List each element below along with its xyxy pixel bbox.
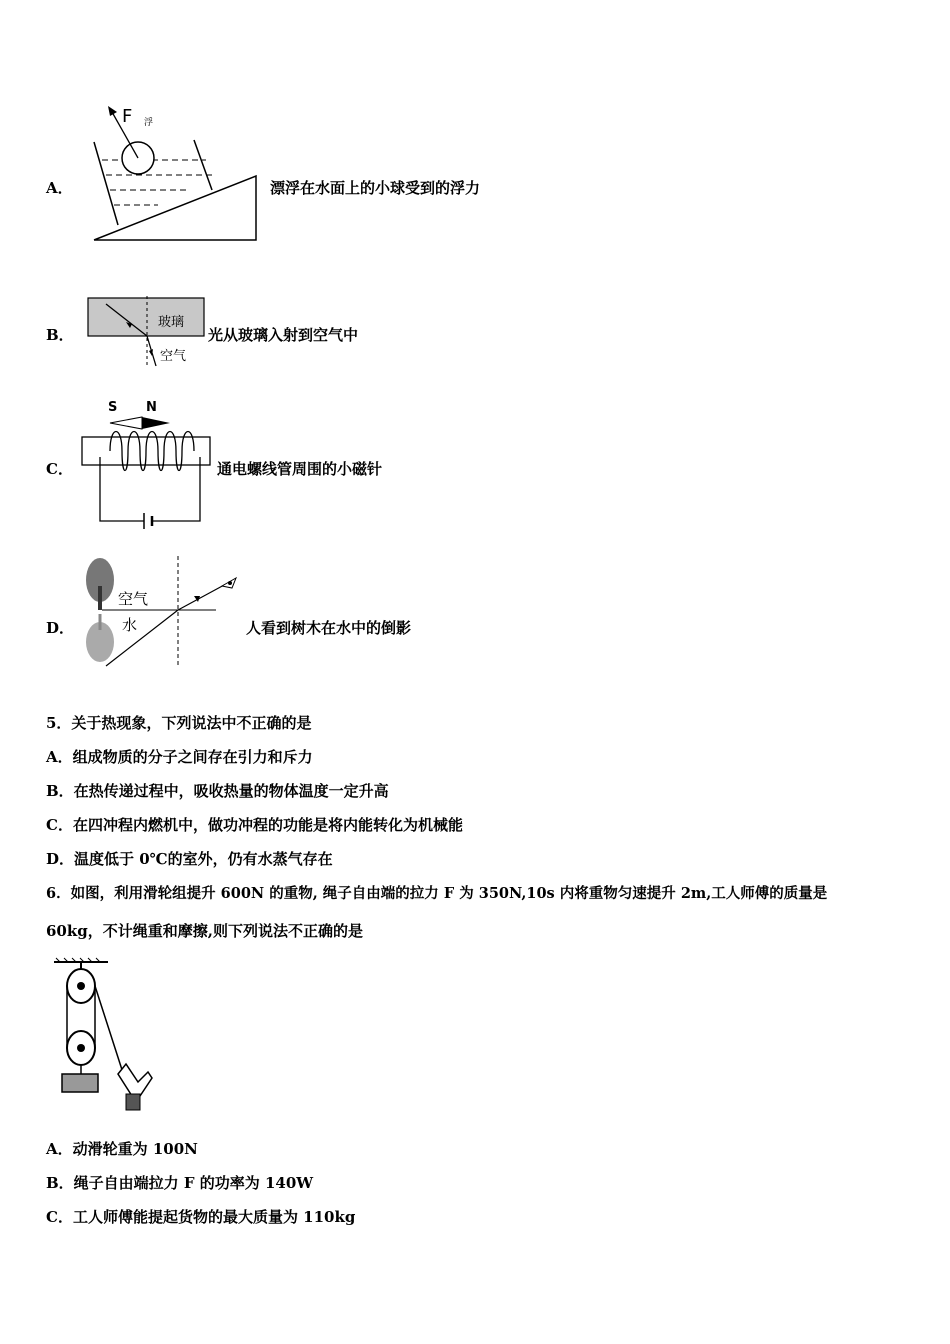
option-d-letter: D． — [46, 619, 75, 637]
option-c-caption: 通电螺线管周围的小磁针 — [217, 460, 383, 478]
solenoid-figure — [80, 395, 215, 530]
reflection-figure — [76, 556, 246, 671]
q6-option-c: C．工人师傅能提起货物的最大质量为 110kg — [46, 1208, 356, 1226]
q6-stem-line1: 6．如图，利用滑轮组提升 600N 的重物, 绳子自由端的拉力 F 为 350N,10s 内将重物匀速提升 2m,工人师傅的质量是 — [46, 885, 828, 902]
buoyancy-figure — [88, 100, 263, 245]
glass-label: 玻璃 — [158, 315, 185, 330]
option-c-letter: C． — [46, 460, 73, 478]
q6-option-b: B．绳子自由端拉力 F 的功率为 140W — [46, 1174, 314, 1192]
option-b-caption: 光从玻璃入射到空气中 — [208, 326, 359, 344]
water-label: 水 — [122, 616, 138, 634]
q5-option-c: C．在四冲程内燃机中，做功冲程的功能是将内能转化为机械能 — [46, 816, 463, 834]
force-subscript: 浮 — [144, 118, 154, 128]
option-a-letter: A． — [46, 179, 73, 197]
q6-option-a: A．动滑轮重为 100N — [46, 1140, 198, 1158]
pulley-figure — [52, 956, 162, 1116]
south-pole-label: S — [108, 400, 118, 415]
q6-stem-line2: 60kg，不计绳重和摩擦,则下列说法不正确的是 — [46, 922, 363, 940]
option-b-letter: B． — [46, 326, 74, 344]
air-label: 空气 — [160, 349, 187, 364]
q5-option-a: A．组成物质的分子之间存在引力和斥力 — [46, 748, 313, 766]
force-label: F — [122, 106, 133, 127]
option-d-caption: 人看到树木在水中的倒影 — [246, 619, 412, 637]
q5-option-d: D．温度低于 0℃的室外，仍有水蒸气存在 — [46, 850, 333, 868]
north-pole-label: N — [146, 400, 157, 415]
option-a-caption: 漂浮在水面上的小球受到的浮力 — [270, 179, 481, 197]
air-label: 空气 — [118, 590, 149, 608]
q5-option-b: B．在热传递过程中，吸收热量的物体温度一定升高 — [46, 782, 389, 800]
q5-stem: 5．关于热现象，下列说法中不正确的是 — [46, 714, 312, 732]
refraction-figure — [86, 296, 206, 368]
